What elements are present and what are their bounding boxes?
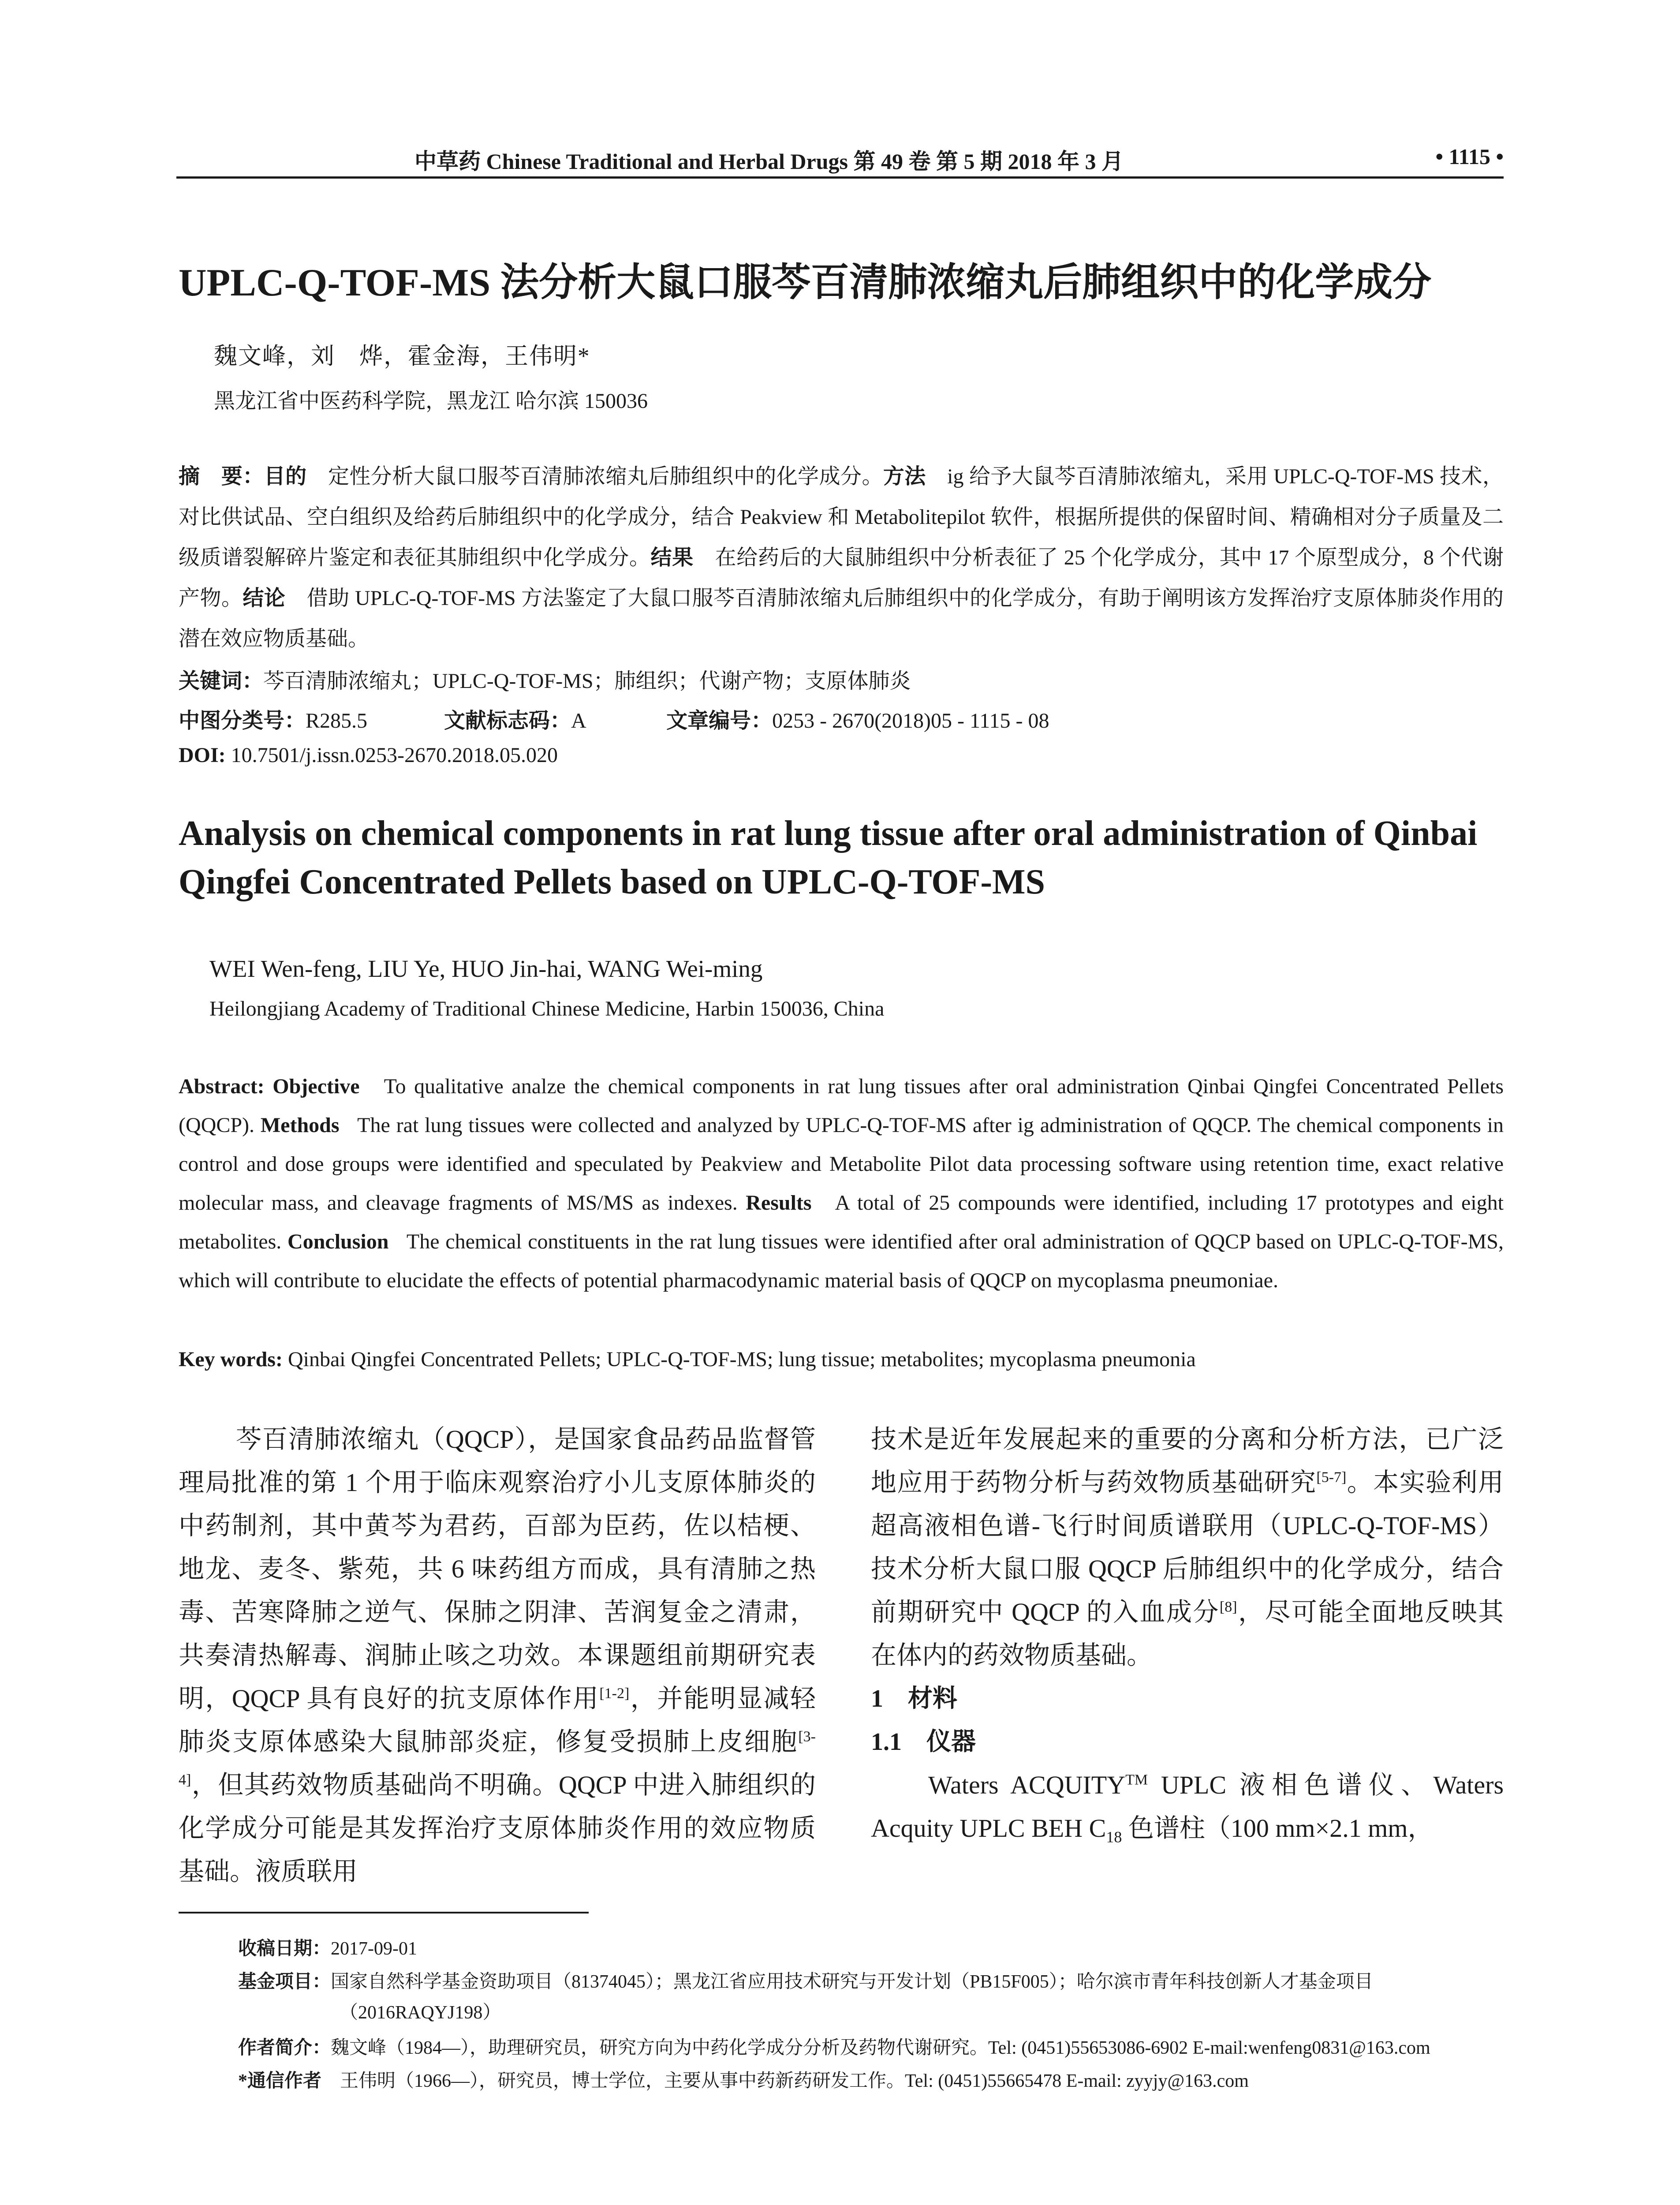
abstract-en-results: A total of 25 compounds were identified, including 17 prototypes and eight metabolites. [179, 1191, 1504, 1253]
title-en: Analysis on chemical components in rat lung tissue after oral administration of Qinbai Qingfei Concentrated Pellets based on UPLC-Q-TOF-MS [179, 814, 1478, 901]
body-text: ，并能明显减轻肺炎支原体感染大鼠肺部炎症，修复受损肺上皮细胞 [179, 1684, 816, 1756]
abstract-cn [179, 456, 1504, 659]
body-text: 技术是近年发展起来的重要的分离和分析方法，已广泛地应用于药物分析与药效物质基础研究 [871, 1425, 1504, 1497]
abstract-en-objective-label: Objective [273, 1075, 360, 1098]
footnote-received [238, 1934, 417, 1960]
abstract-cn-results-label: 结果 [650, 546, 694, 569]
abstract-cn-results: 在给药后的大鼠肺组织中分析表征了 25 个化学成分，其中 17 个原型成分，8 个代谢产物。 [179, 546, 1504, 610]
abstract-en-objective: To qualitative analze the chemical components in rat lung tissues after oral administration Qinbai Qingfei Concentrated Pellets (QQCP). [179, 1075, 1504, 1137]
body-paragraph [871, 1764, 1504, 1850]
footnote-author [238, 2033, 1430, 2059]
body-text: ，尽可能全面地反映其在体内的药效物质基础。 [871, 1598, 1504, 1670]
affiliation-en: Heilongjiang Academy of Traditional Chinese Medicine, Harbin 150036, China [209, 997, 885, 1020]
body-text: 色谱柱（100 mm×2.1 mm， [1122, 1814, 1434, 1842]
footnote-label: *通信作者 [238, 2071, 322, 2091]
header-rule [176, 176, 1504, 179]
footnote-fund [238, 1967, 1373, 1993]
title-cn: UPLC-Q-TOF-MS 法分析大鼠口服芩百清肺浓缩丸后肺组织中的化学成分 [179, 262, 1432, 304]
abstract-cn-objective-label: 目的 [264, 465, 307, 488]
citation[interactable]: [3-4] [179, 1728, 816, 1788]
footnote-rule [179, 1912, 589, 1913]
citation[interactable]: [5-7] [1316, 1469, 1347, 1486]
abstract-cn-conclusion-label: 结论 [243, 587, 286, 610]
classification-line [179, 703, 1049, 734]
body-paragraph [179, 1418, 816, 1893]
clc-value: R285.5 [306, 709, 368, 733]
keywords-en-label: Key words: [179, 1348, 283, 1371]
abstract-cn-conclusion: 借助 UPLC-Q-TOF-MS 方法鉴定了大鼠口服芩百清肺浓缩丸后肺组织中的化学成分，有助于阐明该方发挥治疗支原体肺炎作用的潜在效应物质基础。 [179, 587, 1504, 650]
abstract-en [179, 1067, 1504, 1300]
abstract-en-conclusion-label: Conclusion [287, 1230, 389, 1253]
body-paragraph [871, 1418, 1504, 1677]
article-no-label: 文章编号： [666, 709, 773, 733]
body-right-column [871, 1418, 1504, 1850]
abstract-cn-methods: ig 给予大鼠芩百清肺浓缩丸，采用 UPLC-Q-TOF-MS 技术，对比供试品、空白组织及给药后肺组织中的化学成分，结合 Peakview 和 Metabolitepilot 软件，根据所提供的保留时间、精确相对分子质量及二级质谱裂解碎片鉴定和表征其肺组织中化学成分。 [179, 465, 1504, 569]
footnote-text: 魏文峰（1984—），助理研究员，研究方向为中药化学成分分析及药物代谢研究。Tel: (0451)55653086-6902 E-mail:wenfeng0831@163.com [331, 2038, 1430, 2058]
abstract-cn-objective: 定性分析大鼠口服芩百清肺浓缩丸后肺组织中的化学成分。 [328, 465, 883, 488]
subscript: 18 [1106, 1828, 1122, 1846]
footnote-label: 基金项目： [238, 1972, 331, 1992]
section-heading-1-1: 1.1 仪器 [871, 1728, 976, 1756]
abstract-en-label: Abstract: [179, 1075, 265, 1098]
body-left-column [179, 1418, 816, 1893]
citation[interactable]: [8] [1219, 1599, 1237, 1615]
keywords-cn-label: 关键词： [179, 669, 264, 693]
footnote-text: 国家自然科学基金资助项目（81374045）；黑龙江省应用技术研究与开发计划（PB15F005）；哈尔滨市青年科技创新人才基金项目 [331, 1972, 1373, 1992]
journal-line: 中草药 Chinese Traditional and Herbal Drugs 第 49 卷 第 5 期 2018 年 3 月 [414, 149, 1124, 174]
keywords-cn [179, 664, 911, 694]
keywords-en-text: Qinbai Qingfei Concentrated Pellets; UPLC-Q-TOF-MS; lung tissue; metabolites; mycoplasma pneumonia [287, 1348, 1196, 1371]
abstract-en-methods: The rat lung tissues were collected and analyzed by UPLC-Q-TOF-MS after ig administration of QQCP. The chemical components in control and dose groups were identified and speculated by Peakview and Metabolite Pilot data processing software using retention time, exact relative molecular mass, and cleavage fragments of MS/MS as indexes. [179, 1114, 1504, 1215]
keywords-cn-text: 芩百清肺浓缩丸；UPLC-Q-TOF-MS；肺组织；代谢产物；支原体肺炎 [263, 669, 911, 693]
section-heading-1: 1 材料 [871, 1685, 957, 1712]
footnote-text: 2017-09-01 [331, 1939, 417, 1959]
citation[interactable]: [1-2] [599, 1685, 630, 1702]
footnote-fund-cont: （2016RAQYJ198） [340, 2003, 501, 2023]
footnote-text: 王伟明（1966—），研究员，博士学位，主要从事中药新药研发工作。Tel: (0451)55665478 E-mail: zyyjy@163.com [340, 2071, 1249, 2091]
body-text: 。本实验利用超高液相色谱-飞行时间质谱联用（UPLC-Q-TOF-MS）技术分析大鼠口服 QQCP 后肺组织中的化学成分，结合前期研究中 QQCP 的入血成分 [871, 1468, 1504, 1626]
abstract-cn-label: 摘 要： [179, 465, 264, 488]
doi-link[interactable]: 10.7501/j.issn.0253-2670.2018.05.020 [231, 744, 558, 767]
doi-label: DOI: [179, 744, 226, 767]
body-text: UPLC 液相色谱仪、Waters Acquity UPLC BEH C [871, 1771, 1504, 1842]
body-text: Waters ACQUITY [928, 1771, 1126, 1799]
body-text: ，但其药效物质基础尚不明确。QQCP 中进入肺组织的化学成分可能是其发挥治疗支原体肺炎作用的效应物质基础。液质联用 [179, 1771, 816, 1886]
affiliation-cn: 黑龙江省中医药科学院，黑龙江 哈尔滨 150036 [214, 389, 648, 413]
keywords-en [179, 1347, 1196, 1372]
running-header [176, 140, 1504, 176]
authors-en: WEI Wen-feng, LIU Ye, HUO Jin-hai, WANG Wei-ming [209, 955, 763, 982]
abstract-en-conclusion: The chemical constituents in the rat lung tissues were identified after oral administration of QQCP based on UPLC-Q-TOF-MS, which will contribute to elucidate the effects of potential pharmacodynamic material basis of QQCP on mycoplasma pneumoniae. [179, 1230, 1504, 1292]
article-no-value: 0253 - 2670(2018)05 - 1115 - 08 [772, 709, 1049, 733]
footnote-corresponding [238, 2066, 1249, 2093]
page-number: • 1115 • [1435, 144, 1504, 169]
authors-cn: 魏文峰，刘 烨，霍金海，王伟明* [214, 344, 590, 369]
clc-label: 中图分类号： [179, 709, 306, 733]
footnote-label: 作者简介： [238, 2038, 331, 2058]
abstract-cn-methods-label: 方法 [883, 465, 926, 488]
abstract-en-methods-label: Methods [260, 1114, 340, 1137]
abstract-en-results-label: Results [746, 1191, 812, 1215]
trademark-mark: TM [1125, 1771, 1148, 1788]
footnote-label: 收稿日期： [238, 1939, 331, 1959]
doi-line [179, 743, 558, 767]
doc-code-label: 文献标志码： [444, 709, 571, 733]
doc-code-value: A [571, 709, 586, 733]
body-text: 芩百清肺浓缩丸（QQCP），是国家食品药品监督管理局批准的第 1 个用于临床观察治疗小儿支原体肺炎的中药制剂，其中黄芩为君药，百部为臣药，佐以桔梗、地龙、麦冬、紫苑，共 6 味药组方而成，具有清肺之热毒、苦寒降肺之逆气、保肺之阴津、苦润复金之清肃，共奏清热解毒、润肺止咳之功效。本课题组前期研究表明，QQCP 具有良好的抗支原体作用 [179, 1425, 816, 1713]
